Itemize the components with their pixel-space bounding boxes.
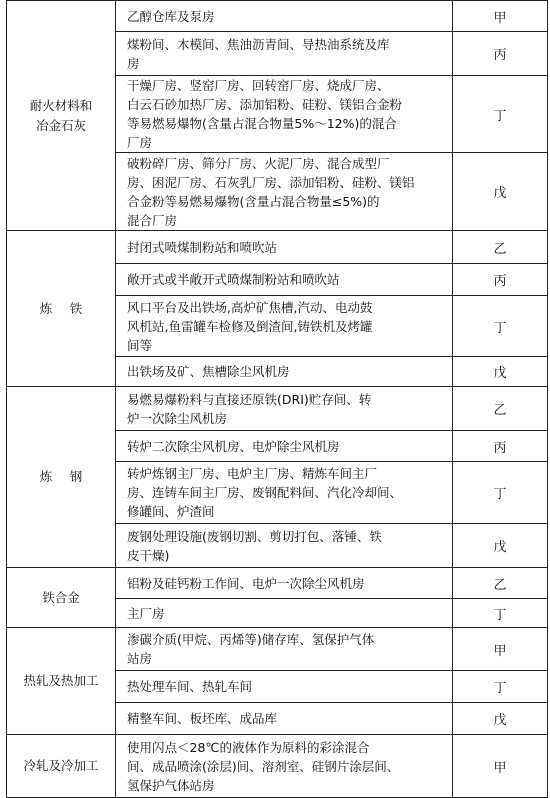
description-line: 破粉碎厂房、筛分厂房、火泥厂房、混合成型厂	[127, 155, 390, 171]
description-line: 间、成品喷涂(涂层)间、溶剂室、硅钢片涂层间、	[127, 758, 400, 774]
hazard-grade-cell: 丙	[453, 32, 548, 76]
description-line: 等易燃易爆物(含量占混合物量5%～12%)的混合	[127, 116, 397, 131]
description-line: 煤粉间、木模间、焦油沥青间、导热油系统及库	[127, 36, 390, 52]
category-cold-rolling	[7, 735, 116, 798]
table-row	[7, 1, 548, 32]
description-line: 易燃易爆粉料与直接还原铁(DRI)贮存间、转	[127, 391, 372, 407]
table-row	[7, 231, 548, 264]
description-line: 混合厂房	[127, 212, 178, 228]
description-line: 房	[127, 55, 140, 71]
description-cell: 转炉二次除尘风机房、电炉除尘风机房	[116, 431, 453, 462]
description-line: 间等	[127, 337, 153, 353]
hazard-grade-cell: 戊	[453, 357, 548, 387]
description-line: 皮干燥)	[127, 547, 170, 563]
table-row	[7, 628, 548, 671]
description-cell: 乙醇仓库及泵房	[116, 1, 453, 32]
hazard-grade-cell: 甲	[453, 1, 548, 32]
description-cell: 敞开式或半敞开式喷煤制粉站和喷吹站	[116, 264, 453, 296]
category-ferroalloy	[7, 568, 116, 628]
category-label-line: 冶金石灰	[35, 117, 86, 133]
description-line: 修罐间、炉渣间	[127, 504, 215, 519]
description-cell	[116, 387, 453, 431]
hazard-grade-cell: 乙	[453, 231, 548, 264]
hazard-grade-cell: 丁	[453, 599, 548, 628]
description-cell	[116, 628, 453, 671]
description-cell: 主厂房	[116, 599, 453, 628]
description-cell: 铝粉及硅钙粉工作间、电炉一次除尘风机房	[116, 568, 453, 599]
description-line: 风口平台及出铁场,高炉矿焦槽,汽动、电动鼓	[127, 299, 373, 315]
description-line: 合金粉等易燃易爆物(含量占混合物量≤5%)的	[127, 193, 380, 209]
classification-table	[6, 0, 548, 798]
hazard-grade-cell: 乙	[453, 387, 548, 431]
description-cell: 热处理车间、热轧车间	[116, 671, 453, 703]
category-ironmaking	[7, 231, 116, 387]
description-cell	[116, 296, 453, 357]
hazard-grade-cell: 戊	[453, 153, 548, 231]
hazard-grade-cell: 丁	[453, 462, 548, 524]
category-label: 炼铁	[39, 300, 100, 316]
description-cell: 出铁场及矿、焦槽除尘风机房	[116, 357, 453, 387]
description-line: 风机站,鱼雷罐车检修及倒渣间,铸铁机及烤罐	[127, 318, 373, 334]
description-line: 废钢处理设施(废钢切割、剪切打包、落锤、铁	[127, 528, 382, 544]
description-cell	[116, 76, 453, 153]
hazard-grade-cell: 丁	[453, 296, 548, 357]
description-cell	[116, 735, 453, 798]
category-steelmaking	[7, 387, 116, 568]
hazard-grade-cell: 丙	[453, 431, 548, 462]
category-hot-rolling	[7, 628, 116, 735]
category-label: 炼钢	[39, 469, 100, 484]
table-row	[7, 568, 548, 599]
table-row	[7, 387, 548, 431]
description-line: 房、连铸车间主厂房、废钢配料间、汽化冷却间、	[127, 485, 403, 500]
description-line: 房、困泥厂房、石灰乳厂房、添加铝粉、硅粉、镁铝	[127, 174, 415, 190]
hazard-grade-cell: 丁	[453, 76, 548, 153]
hazard-grade-cell: 乙	[453, 568, 548, 599]
description-line: 氢保护气体站房	[127, 777, 215, 793]
description-line: 炉一次除尘风机房	[127, 410, 228, 426]
category-refractory	[7, 1, 116, 231]
table-row	[7, 735, 548, 798]
hazard-grade-cell: 戊	[453, 524, 548, 568]
description-line: 转炉炼钢主厂房、电炉主厂房、精炼车间主厂	[127, 466, 378, 481]
category-label: 铁合金	[42, 589, 80, 605]
category-label-line: 耐火材料和	[29, 97, 93, 113]
description-line: 干燥厂房、竖窑厂房、回转窑厂房、烧成厂房、	[127, 78, 390, 93]
hazard-grade-cell: 戊	[453, 703, 548, 735]
description-cell: 精整车间、板坯库、成品库	[116, 703, 453, 735]
description-cell	[116, 524, 453, 568]
hazard-grade-cell: 甲	[453, 735, 548, 798]
description-line: 厂房	[127, 135, 153, 150]
description-line: 使用闪点＜28℃的液体作为原料的彩涂混合	[127, 739, 370, 755]
description-line: 渗碳介质(甲烷、丙烯等)储存库、氢保护气体	[127, 632, 375, 647]
category-label: 冷轧及冷加工	[23, 758, 99, 773]
description-cell: 封闭式喷煤制粉站和喷吹站	[116, 231, 453, 264]
description-line: 站房	[127, 651, 153, 666]
hazard-grade-cell: 丁	[453, 671, 548, 703]
hazard-grade-cell: 甲	[453, 628, 548, 671]
description-cell	[116, 32, 453, 76]
hazard-grade-cell: 丙	[453, 264, 548, 296]
description-cell	[116, 462, 453, 524]
category-label: 热轧及热加工	[23, 673, 99, 688]
description-line: 白云石砂加热厂房、添加铝粉、硅粉、镁铝合金粉	[127, 97, 403, 112]
description-cell	[116, 153, 453, 231]
